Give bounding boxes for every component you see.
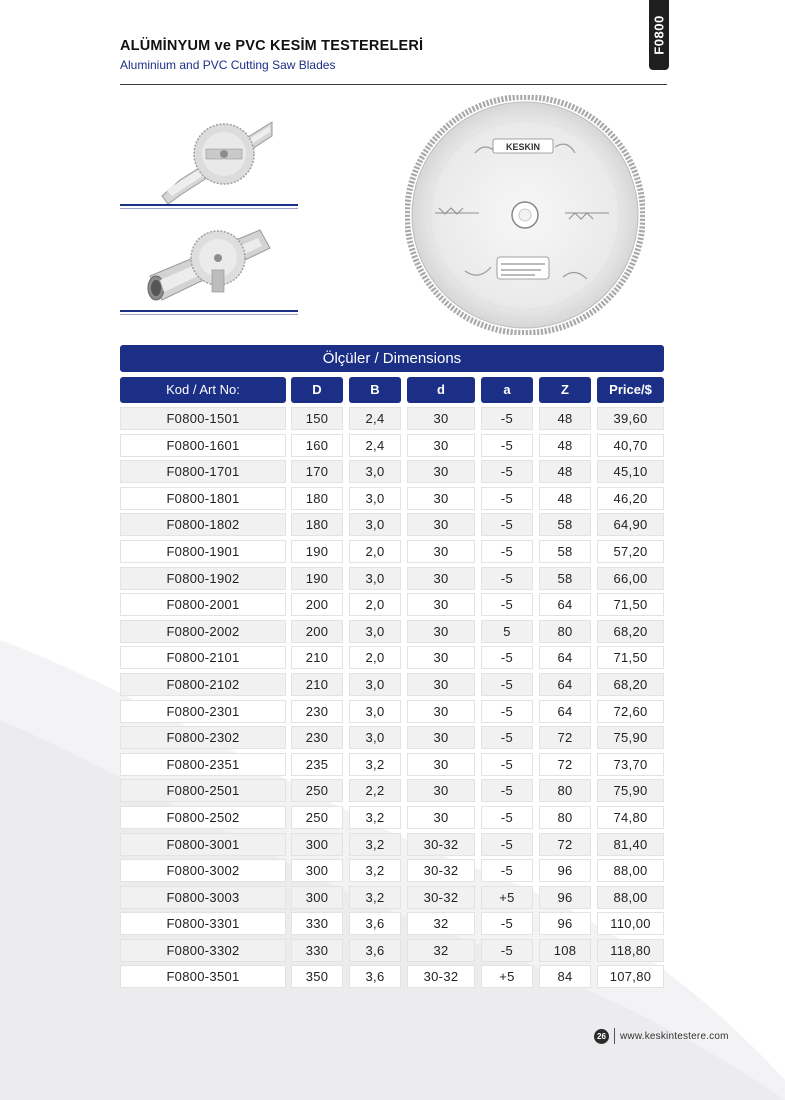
cell-thickness: 2,4 [349,434,401,457]
cell-diameter: 300 [291,886,343,909]
cell-bore: 30 [407,673,475,696]
table-row [0,459,785,486]
blade-brand-label: KESKIN [505,142,541,152]
cell-angle: -5 [481,407,533,430]
table-row [0,566,785,593]
cell-teeth: 80 [539,806,591,829]
cell-diameter: 300 [291,859,343,882]
cell-diameter: 230 [291,726,343,749]
cell-price: 107,80 [597,965,664,988]
dimensions-section-title: Ölçüler / Dimensions [120,345,664,372]
cell-code: F0800-2102 [120,673,286,696]
cell-code: F0800-2301 [120,700,286,723]
cell-thickness: 3,6 [349,965,401,988]
photo-rule [120,310,298,312]
cell-price: 68,20 [597,673,664,696]
cell-code: F0800-2351 [120,753,286,776]
table-row [0,805,785,832]
column-header-bore: d [407,377,475,403]
table-row [0,885,785,912]
cell-diameter: 180 [291,487,343,510]
cell-price: 75,90 [597,726,664,749]
cell-diameter: 210 [291,646,343,669]
cell-thickness: 3,0 [349,620,401,643]
cell-code: F0800-3003 [120,886,286,909]
saw-blade-image [405,95,645,335]
table-row [0,752,785,779]
cell-thickness: 2,0 [349,593,401,616]
cell-angle: -5 [481,939,533,962]
footer-divider [614,1028,615,1044]
cell-bore: 30-32 [407,833,475,856]
column-header-angle: a [481,377,533,403]
cell-thickness: 3,2 [349,753,401,776]
cell-thickness: 3,6 [349,912,401,935]
cell-angle: -5 [481,806,533,829]
cell-code: F0800-3302 [120,939,286,962]
cell-price: 57,20 [597,540,664,563]
cell-price: 88,00 [597,859,664,882]
column-header-code: Kod / Art No: [120,377,286,403]
table-row [0,938,785,965]
cell-price: 45,10 [597,460,664,483]
table-row [0,858,785,885]
cell-diameter: 300 [291,833,343,856]
cell-thickness: 3,6 [349,939,401,962]
table-row [0,619,785,646]
cell-teeth: 58 [539,540,591,563]
cell-price: 68,20 [597,620,664,643]
cell-teeth: 96 [539,912,591,935]
cell-diameter: 190 [291,540,343,563]
cell-price: 81,40 [597,833,664,856]
cell-diameter: 150 [291,407,343,430]
cell-angle: -5 [481,726,533,749]
cell-teeth: 64 [539,593,591,616]
table-row [0,645,785,672]
cell-bore: 30 [407,593,475,616]
cell-thickness: 3,0 [349,726,401,749]
cell-bore: 30 [407,513,475,536]
cell-teeth: 80 [539,620,591,643]
cell-angle: -5 [481,593,533,616]
cell-teeth: 80 [539,779,591,802]
cell-diameter: 170 [291,460,343,483]
cell-thickness: 3,0 [349,513,401,536]
cell-thickness: 3,2 [349,833,401,856]
cell-angle: -5 [481,912,533,935]
application-photo-profile [120,110,298,209]
cell-bore: 30-32 [407,886,475,909]
table-row [0,672,785,699]
cell-price: 75,90 [597,779,664,802]
table-row [0,911,785,938]
cell-bore: 30 [407,460,475,483]
cell-code: F0800-1801 [120,487,286,510]
cell-thickness: 2,4 [349,407,401,430]
cell-angle: +5 [481,965,533,988]
cell-teeth: 72 [539,753,591,776]
page-subtitle: Aluminium and PVC Cutting Saw Blades [120,58,336,72]
product-code-tab-label: F0800 [651,15,667,55]
cell-diameter: 180 [291,513,343,536]
table-row [0,406,785,433]
cell-price: 73,70 [597,753,664,776]
cell-bore: 32 [407,912,475,935]
table-row [0,512,785,539]
cell-angle: -5 [481,540,533,563]
photo-rule-thin [120,208,298,209]
cell-diameter: 330 [291,912,343,935]
cell-teeth: 58 [539,567,591,590]
cell-code: F0800-1901 [120,540,286,563]
cell-price: 74,80 [597,806,664,829]
header-divider [120,84,667,85]
cell-code: F0800-2502 [120,806,286,829]
cell-thickness: 3,2 [349,806,401,829]
cell-angle: -5 [481,859,533,882]
cell-code: F0800-1902 [120,567,286,590]
cell-teeth: 64 [539,673,591,696]
cell-angle: -5 [481,513,533,536]
cell-price: 46,20 [597,487,664,510]
cell-teeth: 64 [539,646,591,669]
table-row [0,433,785,460]
cell-angle: -5 [481,833,533,856]
cell-angle: -5 [481,487,533,510]
cell-teeth: 84 [539,965,591,988]
table-row [0,778,785,805]
column-header-teeth: Z [539,377,591,403]
cell-bore: 30 [407,700,475,723]
cell-code: F0800-3001 [120,833,286,856]
cell-bore: 30 [407,726,475,749]
cell-price: 40,70 [597,434,664,457]
cell-bore: 30-32 [407,859,475,882]
cell-teeth: 96 [539,886,591,909]
cell-code: F0800-3002 [120,859,286,882]
cell-thickness: 3,0 [349,487,401,510]
table-row [0,832,785,859]
cell-diameter: 330 [291,939,343,962]
cell-code: F0800-2501 [120,779,286,802]
cell-price: 118,80 [597,939,664,962]
cell-thickness: 3,2 [349,859,401,882]
cell-teeth: 64 [539,700,591,723]
cell-diameter: 235 [291,753,343,776]
cell-diameter: 350 [291,965,343,988]
cell-bore: 30 [407,806,475,829]
cell-diameter: 230 [291,700,343,723]
cell-teeth: 48 [539,434,591,457]
cell-price: 72,60 [597,700,664,723]
cell-code: F0800-3501 [120,965,286,988]
cell-bore: 30 [407,620,475,643]
cell-bore: 30 [407,779,475,802]
cell-diameter: 250 [291,806,343,829]
dimensions-table-body [0,406,785,991]
cell-thickness: 2,0 [349,646,401,669]
cell-diameter: 210 [291,673,343,696]
cell-price: 39,60 [597,407,664,430]
cell-code: F0800-2101 [120,646,286,669]
table-row [0,592,785,619]
cell-teeth: 72 [539,726,591,749]
cell-diameter: 160 [291,434,343,457]
cell-code: F0800-1802 [120,513,286,536]
cell-code: F0800-2302 [120,726,286,749]
cell-bore: 32 [407,939,475,962]
cell-bore: 30 [407,540,475,563]
cell-diameter: 190 [291,567,343,590]
cell-teeth: 48 [539,407,591,430]
photo-rule [120,204,298,206]
table-row [0,539,785,566]
cell-angle: -5 [481,753,533,776]
page-title: ALÜMİNYUM ve PVC KESİM TESTERELERİ [120,38,424,54]
table-row [0,486,785,513]
cell-code: F0800-2002 [120,620,286,643]
cell-code: F0800-1601 [120,434,286,457]
cell-thickness: 3,0 [349,567,401,590]
cell-diameter: 200 [291,593,343,616]
product-code-tab [649,0,669,70]
cell-diameter: 250 [291,779,343,802]
cell-bore: 30 [407,753,475,776]
cell-price: 110,00 [597,912,664,935]
cell-price: 88,00 [597,886,664,909]
cell-bore: 30 [407,407,475,430]
cell-angle: -5 [481,434,533,457]
saw-cutting-profile-image [120,110,298,204]
cell-angle: -5 [481,646,533,669]
table-row [0,964,785,991]
page-number: 26 [594,1029,609,1044]
cell-angle: -5 [481,700,533,723]
cell-angle: -5 [481,673,533,696]
photo-rule-thin [120,314,298,315]
cell-bore: 30 [407,434,475,457]
column-header-diameter: D [291,377,343,403]
footer-website: www.keskintestere.com [620,1031,729,1042]
cell-price: 64,90 [597,513,664,536]
table-row [0,699,785,726]
cell-thickness: 2,0 [349,540,401,563]
cell-teeth: 108 [539,939,591,962]
cell-angle: 5 [481,620,533,643]
cell-thickness: 3,0 [349,673,401,696]
column-header-price: Price/$ [597,377,664,403]
cell-price: 71,50 [597,646,664,669]
cell-thickness: 2,2 [349,779,401,802]
cell-angle: -5 [481,567,533,590]
cell-thickness: 3,0 [349,700,401,723]
cell-bore: 30-32 [407,965,475,988]
cell-angle: +5 [481,886,533,909]
cell-angle: -5 [481,779,533,802]
saw-cutting-pipe-image [120,218,298,310]
cell-teeth: 96 [539,859,591,882]
cell-diameter: 200 [291,620,343,643]
cell-code: F0800-1701 [120,460,286,483]
column-header-thickness: B [349,377,401,403]
cell-code: F0800-1501 [120,407,286,430]
application-photo-pipe [120,218,298,315]
cell-teeth: 48 [539,487,591,510]
cell-teeth: 58 [539,513,591,536]
cell-code: F0800-2001 [120,593,286,616]
cell-angle: -5 [481,460,533,483]
cell-thickness: 3,0 [349,460,401,483]
cell-thickness: 3,2 [349,886,401,909]
cell-bore: 30 [407,646,475,669]
cell-teeth: 48 [539,460,591,483]
table-row [0,725,785,752]
cell-code: F0800-3301 [120,912,286,935]
cell-bore: 30 [407,567,475,590]
cell-price: 71,50 [597,593,664,616]
cell-teeth: 72 [539,833,591,856]
cell-bore: 30 [407,487,475,510]
cell-price: 66,00 [597,567,664,590]
